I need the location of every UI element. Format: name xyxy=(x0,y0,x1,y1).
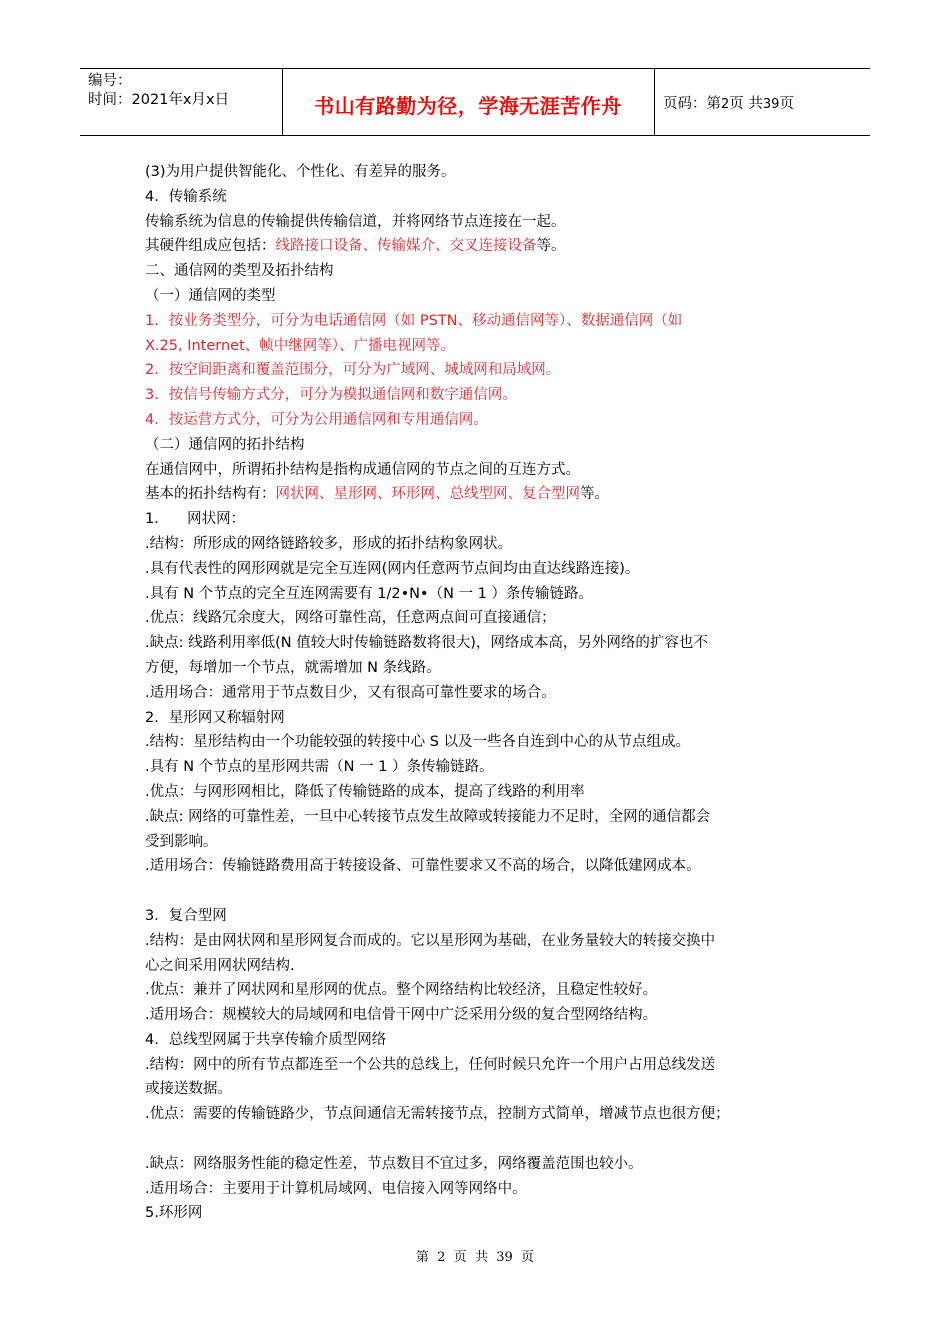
paragraph: 方便，每增加一个节点，就需增加 N 条线路。 xyxy=(145,659,441,676)
paragraph xyxy=(145,482,825,507)
highlight-text: 网状网、星形网、环形网、总线型网、复合型网 xyxy=(275,486,580,503)
text-run: 等。 xyxy=(580,486,609,503)
text-run: 其硬件组成应包括： xyxy=(145,238,276,255)
subsection-heading: （一）通信网的类型 xyxy=(145,287,276,304)
text-run: 等。 xyxy=(536,238,566,255)
blank-line xyxy=(145,1127,825,1152)
section-heading: 二、通信网的类型及拓扑结构 xyxy=(145,263,334,280)
header-bottom-rule xyxy=(80,135,870,136)
section-heading: 4．传输系统 xyxy=(145,188,227,205)
header-divider-right xyxy=(654,68,655,136)
page-footer: 第 2 页 共 39 页 xyxy=(415,1250,535,1265)
list-heading: 4．总线型网属于共享传输介质型网络 xyxy=(145,1031,387,1048)
paragraph: .优点：需要的传输链路少，节点间通信无需转接节点，控制方式简单，增减节点也很方便； xyxy=(145,1106,730,1123)
paragraph: .结构：是由网状网和星形网复合而成的。它以星形网为基础，在业务量较大的转接交换中 xyxy=(145,932,716,949)
paragraph: .优点：兼并了网状网和星形网的优点。整个网络结构比较经济，且稳定性较好。 xyxy=(145,982,658,999)
highlight-line: 4．按运营方式分，可分为公用通信网和专用通信网。 xyxy=(145,411,488,428)
page-mid: 页 共 xyxy=(729,96,763,112)
page-prefix: 页码：第 xyxy=(663,96,721,112)
date-label: 时间：2021年x月x日 xyxy=(88,92,230,108)
paragraph: .适用场合：通常用于节点数目少，又有很高可靠性要求的场合。 xyxy=(145,684,556,701)
paragraph: .具有 N 个节点的完全互连网需要有 1/2•N•（N 一 1 ）条传输链路。 xyxy=(145,585,593,602)
highlight-line: X.25, Internet、帧中继网等）、广播电视网等。 xyxy=(145,337,456,354)
list-heading: 1． 网状网： xyxy=(145,511,246,528)
highlight-text: 线路接口设备、传输媒介、交叉连接设备 xyxy=(275,238,537,255)
header-motto: 书山有路勤为径，学海无涯苦作舟 xyxy=(314,94,622,118)
paragraph: .结构：星形结构由一个功能较强的转接中心 S 以及一些各自连到中心的从节点组成。 xyxy=(145,734,691,751)
paragraph: .缺点：网络服务性能的稳定性差，节点数目不宜过多，网络覆盖范围也较小。 xyxy=(145,1155,643,1172)
list-heading: 5.环形网 xyxy=(145,1205,203,1222)
paragraph: 在通信网中，所谓拓扑结构是指构成通信网的节点之间的互连方式。 xyxy=(145,461,580,478)
paragraph: .缺点: 网络的可靠性差，一旦中心转接节点发生故障或转接能力不足时，全网的通信都会 xyxy=(145,808,711,825)
paragraph: (3)为用户提供智能化、个性化、有差异的服务。 xyxy=(145,164,456,180)
paragraph: 或接送数据。 xyxy=(145,1081,232,1098)
document-body xyxy=(145,160,825,1226)
paragraph: .适用场合：主要用于计算机局域网、电信接入网等网络中。 xyxy=(145,1180,527,1197)
header-meta xyxy=(88,72,229,110)
paragraph: .适用场合：规模较大的局域网和电信骨干网中广泛采用分级的复合型网络结构。 xyxy=(145,1007,658,1024)
page-current: 2 xyxy=(721,97,730,112)
paragraph xyxy=(145,234,825,259)
code-label: 编号： xyxy=(88,73,132,89)
paragraph: 传输系统为信息的传输提供传输信道，并将网络节点连接在一起。 xyxy=(145,213,566,230)
paragraph: .具有代表性的网形网就是完全互连网(网内任意两节点间均由直达线路连接)。 xyxy=(145,560,640,577)
list-heading: 2．星形网又称辐射网 xyxy=(145,709,285,726)
header-page-number xyxy=(663,92,794,113)
paragraph: .缺点: 线路利用率低(N 值较大时传输链路数将很大)，网络成本高，另外网络的扩容也不 xyxy=(145,635,708,652)
paragraph: .结构：所形成的网络链路较多，形成的拓扑结构象网状。 xyxy=(145,535,513,552)
page-total: 39 xyxy=(762,97,780,112)
paragraph: 心之间采用网状网结构. xyxy=(145,957,295,974)
subsection-heading: （二）通信网的拓扑结构 xyxy=(145,436,305,453)
list-heading: 3．复合型网 xyxy=(145,907,227,924)
paragraph: .适用场合：传输链路费用高于转接设备、可靠性要求又不高的场合，以降低建网成本。 xyxy=(145,858,701,875)
paragraph: .结构：网中的所有节点都连至一个公共的总线上，任何时候只允许一个用户占用总线发送 xyxy=(145,1056,716,1073)
page-suffix: 页 xyxy=(779,96,794,112)
header-top-rule xyxy=(80,68,870,69)
paragraph: .优点：线路冗余度大，网络可靠性高，任意两点间可直接通信； xyxy=(145,610,556,627)
highlight-line: 2．按空间距离和覆盖范围分，可分为广域网、城域网和局域网。 xyxy=(145,362,561,379)
highlight-line: 1．按业务类型分，可分为电话通信网（如 PSTN、移动通信网等）、数据通信网（如 xyxy=(145,312,683,329)
paragraph: .优点：与网形网相比，降低了传输链路的成本，提高了线路的利用率 xyxy=(145,783,585,800)
blank-line xyxy=(145,879,825,904)
text-run: 基本的拓扑结构有： xyxy=(145,486,276,503)
highlight-line: 3．按信号传输方式分，可分为模拟通信网和数字通信网。 xyxy=(145,387,517,404)
paragraph: 受到影响。 xyxy=(145,833,218,850)
paragraph: .具有 N 个节点的星形网共需（N 一 1 ）条传输链路。 xyxy=(145,759,494,776)
